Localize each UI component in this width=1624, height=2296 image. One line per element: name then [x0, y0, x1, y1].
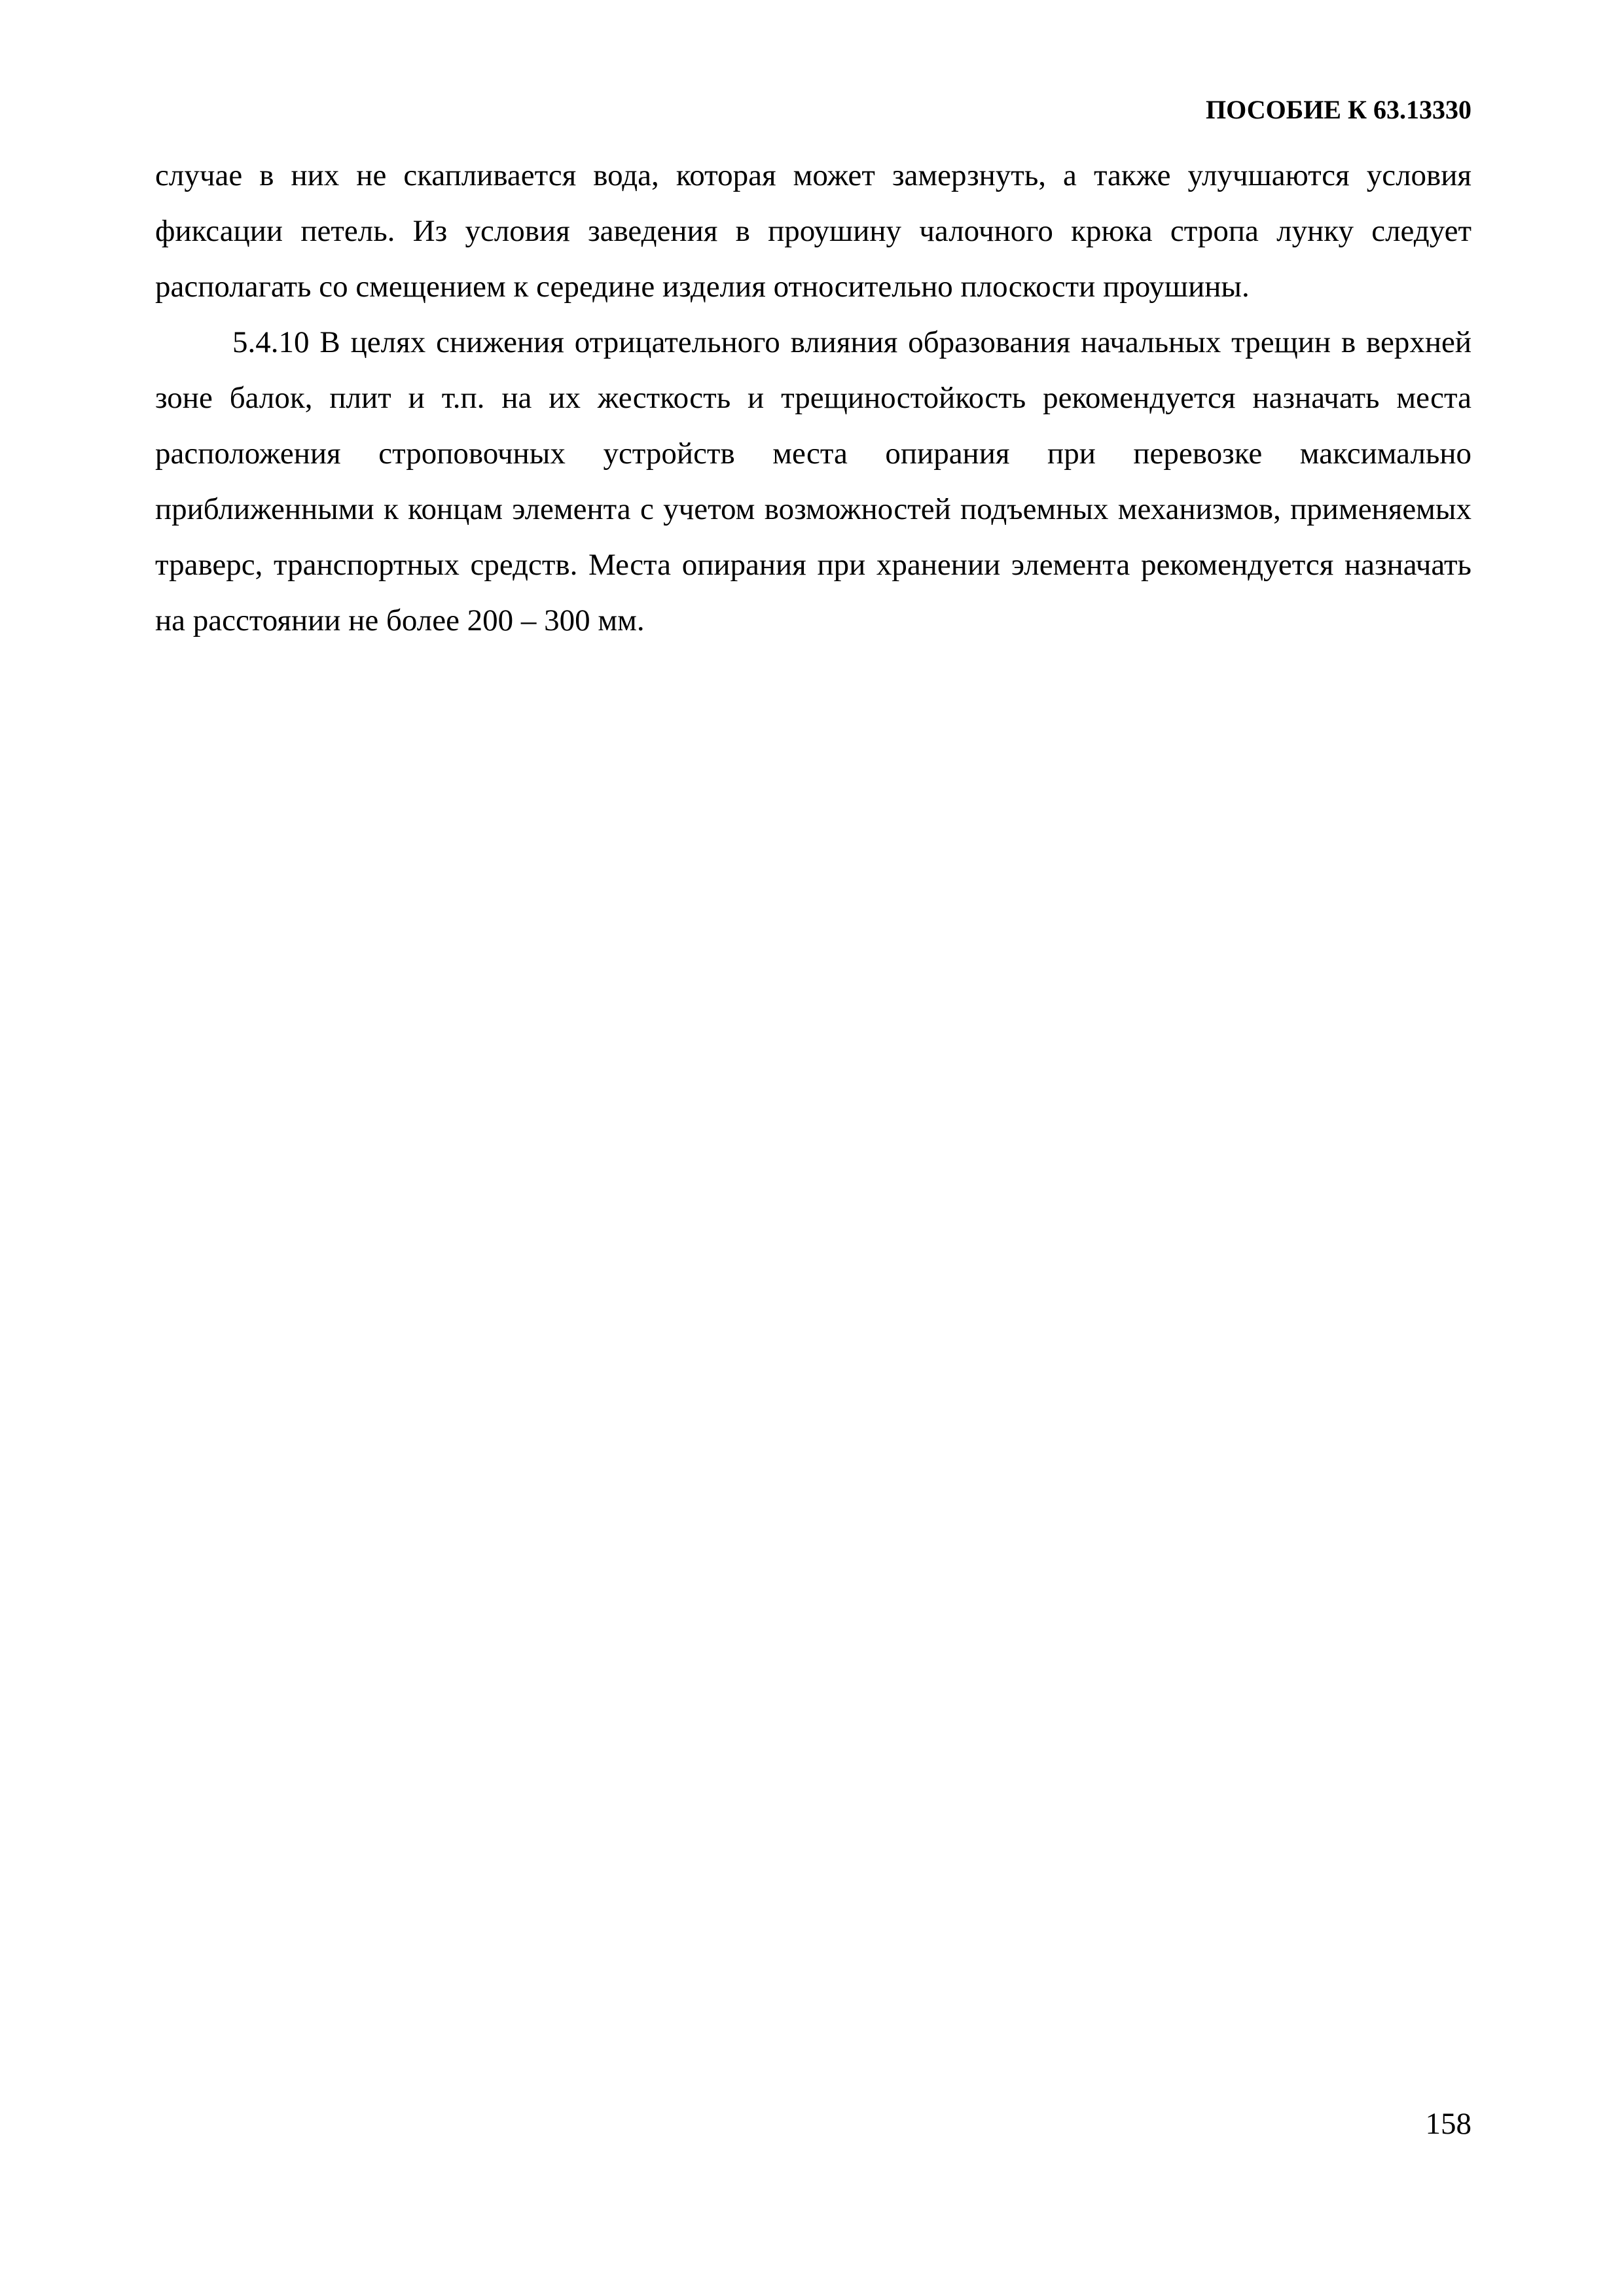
- running-header: ПОСОБИЕ К 63.13330: [1206, 95, 1471, 124]
- page-number: 158: [1425, 2107, 1471, 2141]
- body-text: [155, 148, 1471, 649]
- paragraph-5-4-10: 5.4.10 В целях снижения отрицательного влияния образования начальных трещин в верхней зоне балок, плит и т.п. на их жесткость и трещиностойкость рекомендуется назначать места расположения строповочных устройств места опирания при перевозке максимально приближенными к концам элемента с учетом возможностей подъемных механизмов, применяемых траверс, транспортных средств. Места опирания при хранении элемента рекомендуется назначать на расстоянии не более 200 – 300 мм.: [155, 325, 1471, 637]
- paragraph-continuation: случае в них не скапливается вода, которая может замерзнуть, а также улучшаются условия фиксации петель. Из условия заведения в проушину чалочного крюка стропа лунку следует располагать со смещением к середине изделия относительно плоскости проушины.: [155, 158, 1471, 304]
